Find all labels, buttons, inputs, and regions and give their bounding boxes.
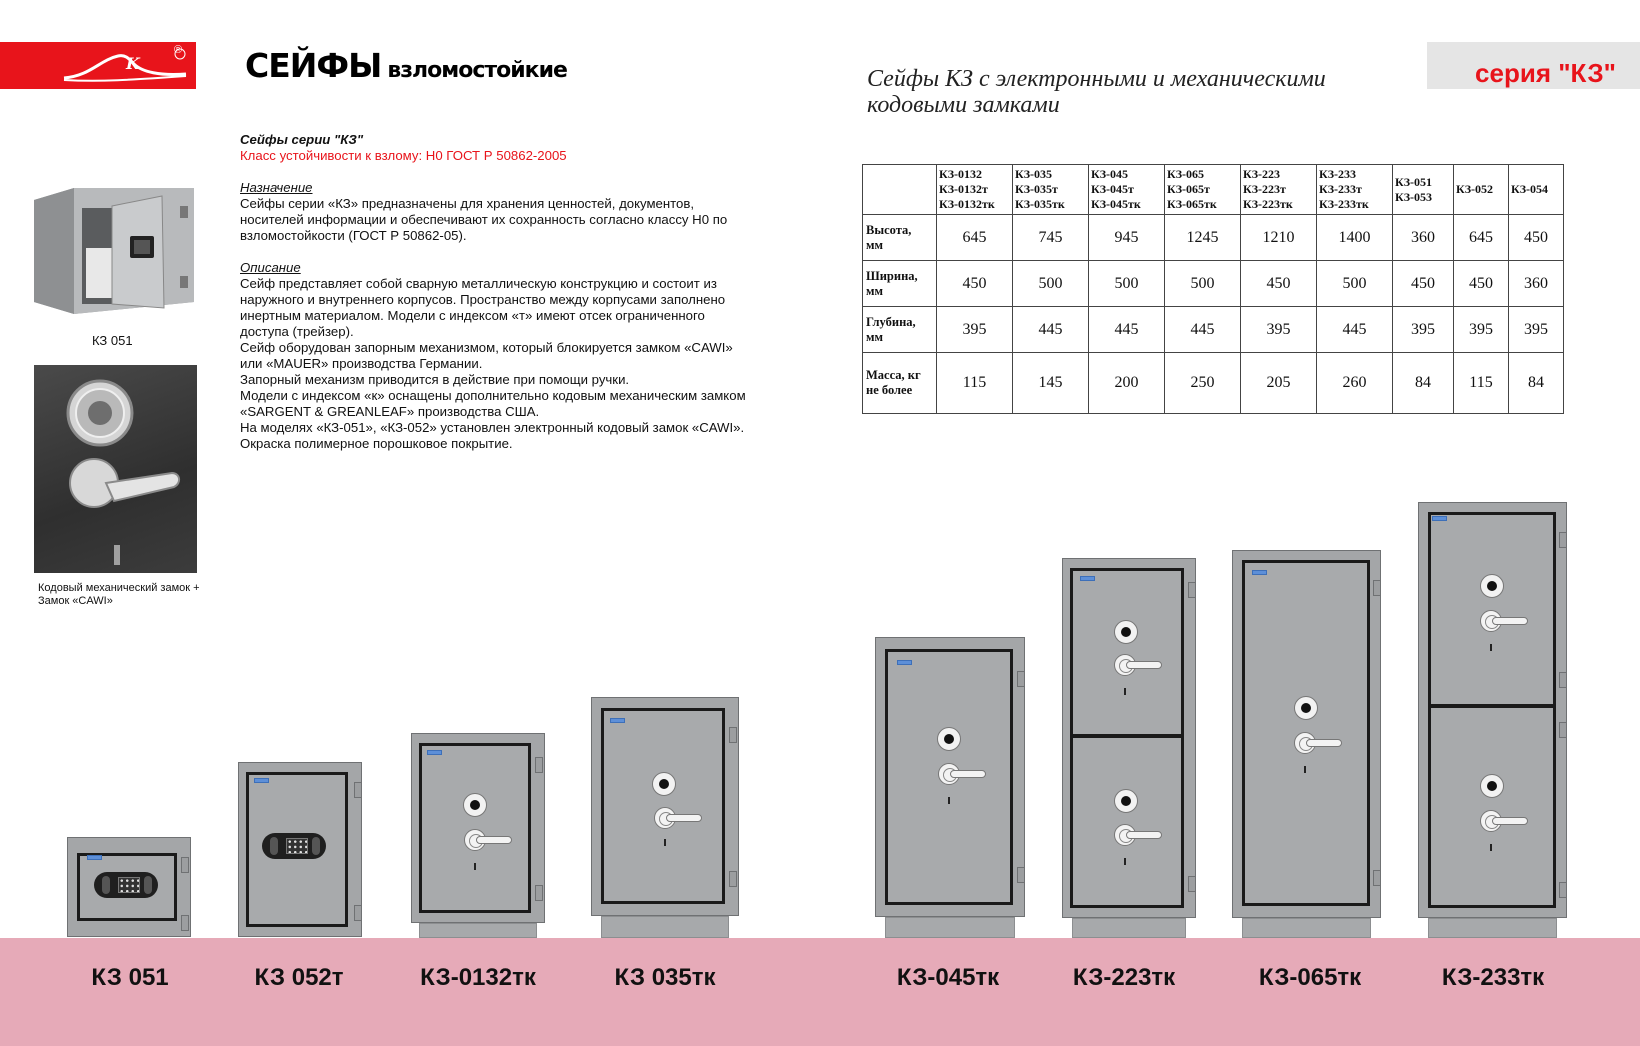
table-cell: 200 xyxy=(1089,353,1165,414)
table-cell: 395 xyxy=(1454,307,1509,353)
table-cell: 260 xyxy=(1317,353,1393,414)
combination-dial-icon xyxy=(1294,696,1318,720)
table-row xyxy=(863,215,1564,261)
table-column-header: КЗ-0132 КЗ-0132т КЗ-0132тк xyxy=(937,165,1013,215)
table-cell: 450 xyxy=(1393,261,1454,307)
brand-logo xyxy=(0,42,196,89)
row-label: Масса, кг не более xyxy=(863,353,937,414)
safe-kz-065tk xyxy=(1232,550,1381,938)
purpose-heading: Назначение xyxy=(240,180,313,195)
table-row xyxy=(863,353,1564,414)
table-cell: 1210 xyxy=(1241,215,1317,261)
door-handle-icon xyxy=(1480,610,1528,632)
resistance-class: Класс устойчивости к взлому: Н0 ГОСТ Р 50862-2005 xyxy=(240,148,567,163)
row-label: Высота, мм xyxy=(863,215,937,261)
combination-dial-icon xyxy=(463,793,487,817)
description-line: Сейф оборудован запорным механизмом, который блокируется замком «CAWI» или «MAUER» производства Германии. xyxy=(240,340,733,371)
safe-kz-045tk xyxy=(875,637,1025,938)
model-label: КЗ-223тк xyxy=(1072,964,1176,991)
table-cell: 395 xyxy=(937,307,1013,353)
safe-kz-035tk xyxy=(591,697,739,938)
safe-kz-051 xyxy=(67,837,191,937)
combination-dial-icon xyxy=(937,727,961,751)
combination-dial-icon xyxy=(1480,774,1504,798)
table-cell: 745 xyxy=(1013,215,1089,261)
table-cell: 450 xyxy=(1509,215,1564,261)
brand-badge xyxy=(1080,576,1095,581)
spec-table xyxy=(862,164,1564,414)
safe-photo xyxy=(30,186,202,318)
safe-kz-233tk xyxy=(1418,502,1567,938)
logo-registered-mark: ® xyxy=(174,44,183,56)
series-label: серия "КЗ" xyxy=(1475,58,1616,88)
door-handle-icon xyxy=(654,807,702,829)
safe-photo-caption: КЗ 051 xyxy=(92,333,133,348)
safe-kz-052t xyxy=(238,762,362,937)
table-cell: 395 xyxy=(1393,307,1454,353)
table-cell: 205 xyxy=(1241,353,1317,414)
model-band xyxy=(0,938,1640,1046)
page-title-sub: взломостойкие xyxy=(387,58,567,83)
keyhole-icon xyxy=(948,797,950,804)
table-cell: 445 xyxy=(1165,307,1241,353)
keyhole-icon xyxy=(1490,644,1492,651)
lock-photo-caption: Кодовый механический замок + Замок «CAWI» xyxy=(38,582,200,607)
keyhole-icon xyxy=(1124,858,1126,865)
table-cell: 450 xyxy=(1241,261,1317,307)
brand-badge xyxy=(254,778,269,783)
description-text xyxy=(240,132,750,452)
brand-badge xyxy=(897,660,912,665)
description-line: Сейф представляет собой сварную металлическую конструкцию и состоит из наружного и внутреннего корпусов. Пространство между корпусами заполнено инертным материалом. Модели с индексом «т» имеют отсек ограниченного доступа (трейзер). xyxy=(240,276,726,339)
table-cell: 250 xyxy=(1165,353,1241,414)
purpose-text: Сейфы серии «КЗ» предназначены для хранения ценностей, документов, носителей информации и обеспечивают их сохранность согласно классу Н0 по взломостойкости (ГОСТ Р 50862-05). xyxy=(240,196,728,243)
description-line: Запорный механизм приводится в действие при помощи ручки. xyxy=(240,372,630,387)
lock-photo xyxy=(34,365,197,573)
table-cell: 945 xyxy=(1089,215,1165,261)
safe-kz-223tk xyxy=(1062,558,1196,938)
series-title: Сейфы серии "КЗ" xyxy=(240,132,364,147)
logo-letter: K xyxy=(126,54,140,73)
combination-dial-icon xyxy=(1114,620,1138,644)
table-header-row xyxy=(863,165,1564,215)
table-cell: 395 xyxy=(1241,307,1317,353)
model-label: КЗ-0132тк xyxy=(420,964,536,991)
table-cell: 450 xyxy=(937,261,1013,307)
model-label: КЗ 035тк xyxy=(614,964,716,991)
table-cell: 145 xyxy=(1013,353,1089,414)
keyhole-icon xyxy=(1490,844,1492,851)
description-line: Модели с индексом «к» оснащены дополнительно кодовым механическим замком «SARGENT & GREANLEAF» производства США. xyxy=(240,388,746,419)
table-cell: 445 xyxy=(1013,307,1089,353)
table-cell: 645 xyxy=(937,215,1013,261)
table-cell: 360 xyxy=(1393,215,1454,261)
brand-badge xyxy=(427,750,442,755)
table-cell: 500 xyxy=(1317,261,1393,307)
door-handle-icon xyxy=(1114,654,1162,676)
keyhole-icon xyxy=(1124,688,1126,695)
description-line: На моделях «КЗ-051», «КЗ-052» установлен электронный кодовый замок «CAWI». xyxy=(240,420,745,435)
table-column-header: КЗ-051 КЗ-053 xyxy=(1393,165,1454,215)
table-cell: 360 xyxy=(1509,261,1564,307)
model-label: КЗ-065тк xyxy=(1258,964,1362,991)
table-row xyxy=(863,307,1564,353)
brand-badge xyxy=(1252,570,1267,575)
keyhole-icon xyxy=(1304,766,1306,773)
table-cell: 500 xyxy=(1165,261,1241,307)
series-box xyxy=(1427,42,1640,89)
open-safe-image xyxy=(30,186,202,318)
row-label: Ширина, мм xyxy=(863,261,937,307)
keyhole-icon xyxy=(664,839,666,846)
logo-swoosh-icon xyxy=(60,46,190,86)
combination-lock-image xyxy=(34,365,197,573)
table-cell: 395 xyxy=(1509,307,1564,353)
door-handle-icon xyxy=(1114,824,1162,846)
table-cell: 450 xyxy=(1454,261,1509,307)
door-handle-icon xyxy=(464,829,512,851)
table-column-header: КЗ-054 xyxy=(1509,165,1564,215)
brand-badge xyxy=(1432,516,1447,521)
table-column-header: КЗ-052 xyxy=(1454,165,1509,215)
description-line: Окраска полимерное порошковое покрытие. xyxy=(240,436,513,451)
door-handle-icon xyxy=(1480,810,1528,832)
table-column-header: КЗ-035 КЗ-035т КЗ-035тк xyxy=(1013,165,1089,215)
table-column-header: КЗ-045 КЗ-045т КЗ-045тк xyxy=(1089,165,1165,215)
table-cell: 1245 xyxy=(1165,215,1241,261)
page-title xyxy=(245,46,567,85)
table-cell: 84 xyxy=(1393,353,1454,414)
safe-kz-0132tk xyxy=(411,733,545,938)
section-subtitle: Сейфы КЗ с электронными и механическими кодовыми замками xyxy=(867,66,1326,118)
table-cell: 84 xyxy=(1509,353,1564,414)
door-handle-icon xyxy=(938,763,986,785)
model-label: КЗ 051 xyxy=(91,964,169,991)
model-label: КЗ 052т xyxy=(254,964,344,991)
electronic-keypad-icon xyxy=(262,833,326,859)
table-cell: 1400 xyxy=(1317,215,1393,261)
combination-dial-icon xyxy=(652,772,676,796)
row-label: Глубина, мм xyxy=(863,307,937,353)
combination-dial-icon xyxy=(1480,574,1504,598)
table-corner-cell xyxy=(863,165,937,215)
brand-badge xyxy=(610,718,625,723)
table-column-header: КЗ-065 КЗ-065т КЗ-065тк xyxy=(1165,165,1241,215)
combination-dial-icon xyxy=(1114,789,1138,813)
table-cell: 445 xyxy=(1089,307,1165,353)
table-column-header: КЗ-223 КЗ-223т КЗ-223тк xyxy=(1241,165,1317,215)
keyhole-icon xyxy=(474,863,476,870)
door-handle-icon xyxy=(1294,732,1342,754)
table-row xyxy=(863,261,1564,307)
page-title-main: СЕЙФЫ xyxy=(245,46,382,85)
table-cell: 645 xyxy=(1454,215,1509,261)
table-cell: 500 xyxy=(1089,261,1165,307)
table-column-header: КЗ-233 КЗ-233т КЗ-233тк xyxy=(1317,165,1393,215)
electronic-keypad-icon xyxy=(94,872,158,898)
model-label: КЗ-233тк xyxy=(1441,964,1545,991)
table-cell: 115 xyxy=(1454,353,1509,414)
model-label: КЗ-045тк xyxy=(896,964,1000,991)
table-cell: 445 xyxy=(1317,307,1393,353)
table-cell: 500 xyxy=(1013,261,1089,307)
table-cell: 115 xyxy=(937,353,1013,414)
description-heading: Описание xyxy=(240,260,301,275)
brand-badge xyxy=(87,855,102,860)
